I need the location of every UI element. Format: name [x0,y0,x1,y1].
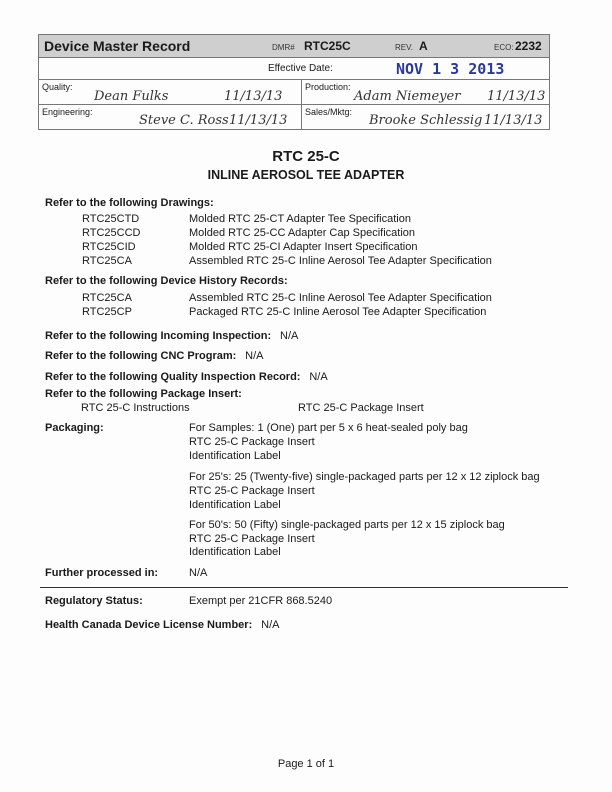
doc-type: Device Master Record [44,38,191,54]
packaging-line: Identification Label [189,499,281,511]
rev-label: REV. [395,43,413,52]
incoming-value: N/A [280,330,299,342]
packaging-line: RTC 25-C Package Insert [189,533,315,545]
packaging-line: Identification Label [189,546,281,558]
header-title-row [39,35,549,58]
divider [301,79,302,129]
effective-date-label: Effective Date: [268,63,333,74]
sales-label: Sales/Mktg: [305,107,353,117]
engineering-signature: Steve C. Ross [139,113,229,128]
further-label: Further processed in: [45,567,159,579]
sales-signature: Brooke Schlessig [369,113,483,128]
cnc-label: Refer to the following CNC Program: [45,350,237,362]
canada-row [45,615,279,633]
dhr-heading: Refer to the following Device History Records: [45,275,288,287]
packaging-line: RTC 25-C Package Insert [189,485,315,497]
insert-right: RTC 25-C Package Insert [298,402,424,414]
drawing-desc: Assembled RTC 25-C Inline Aerosol Tee Adapter Specification [189,255,492,267]
drawing-desc: Molded RTC 25-CI Adapter Insert Specification [189,241,418,253]
incoming-row [45,326,298,344]
drawing-code: RTC25CID [82,241,136,253]
drawing-desc: Molded RTC 25-CC Adapter Cap Specification [189,227,416,239]
production-signature: Adam Niemeyer [354,89,461,104]
canada-value: N/A [261,619,280,631]
production-label: Production: [305,82,351,92]
doc-title: RTC 25-C [272,148,340,165]
regulatory-value: Exempt per 21CFR 868.5240 [189,595,333,607]
drawings-heading: Refer to the following Drawings: [45,197,214,209]
sales-date: 11/13/13 [484,113,543,128]
engineering-label: Engineering: [42,107,93,117]
dhr-code: RTC25CA [82,292,132,304]
packaging-label: Packaging: [45,422,104,434]
drawing-code: RTC25CA [82,255,132,267]
drawing-desc: Molded RTC 25-CT Adapter Tee Specification [189,213,411,225]
qir-row [45,367,328,385]
further-value: N/A [189,567,208,579]
cnc-row [45,346,264,364]
quality-date: 11/13/13 [224,89,283,104]
doc-subtitle: INLINE AEROSOL TEE ADAPTER [207,168,405,182]
packaging-line: For 50's: 50 (Fifty) single-packaged parts per 12 x 15 ziplock bag [189,519,505,531]
effective-date-stamp: NOV 1 3 2013 [396,60,505,78]
divider [39,79,549,80]
qir-value: N/A [309,371,328,383]
packaging-line: RTC 25-C Package Insert [189,436,315,448]
drawing-code: RTC25CTD [82,213,140,225]
eco-label: ECO: [494,43,514,52]
canada-label: Health Canada Device License Number: [45,619,253,631]
dhr-code: RTC25CP [82,306,132,318]
drawing-code: RTC25CCD [82,227,141,239]
quality-signature: Dean Fulks [94,89,169,104]
eco-value: 2232 [515,39,542,53]
packaging-line: Identification Label [189,450,281,462]
engineering-date: 11/13/13 [229,113,288,128]
incoming-label: Refer to the following Incoming Inspection: [45,330,272,342]
insert-heading: Refer to the following Package Insert: [45,388,242,400]
cnc-value: N/A [245,350,264,362]
packaging-line: For 25's: 25 (Twenty-five) single-packaged parts per 12 x 12 ziplock bag [189,471,540,483]
production-date: 11/13/13 [487,89,546,104]
dmr-label: DMR# [272,43,295,52]
dhr-desc: Assembled RTC 25-C Inline Aerosol Tee Adapter Specification [189,292,492,304]
qir-label: Refer to the following Quality Inspection Record: [45,371,301,383]
header-table [38,34,550,130]
dhr-desc: Packaged RTC 25-C Inline Aerosol Tee Adapter Specification [189,306,487,318]
rev-value: A [419,39,428,53]
packaging-line: For Samples: 1 (One) part per 5 x 6 heat-sealed poly bag [189,422,468,434]
regulatory-label: Regulatory Status: [45,595,143,607]
quality-label: Quality: [42,82,73,92]
page-number: Page 1 of 1 [277,758,335,770]
divider [39,104,549,105]
section-divider [40,587,568,588]
dmr-number: RTC25C [304,39,351,53]
insert-left: RTC 25-C Instructions [81,402,190,414]
